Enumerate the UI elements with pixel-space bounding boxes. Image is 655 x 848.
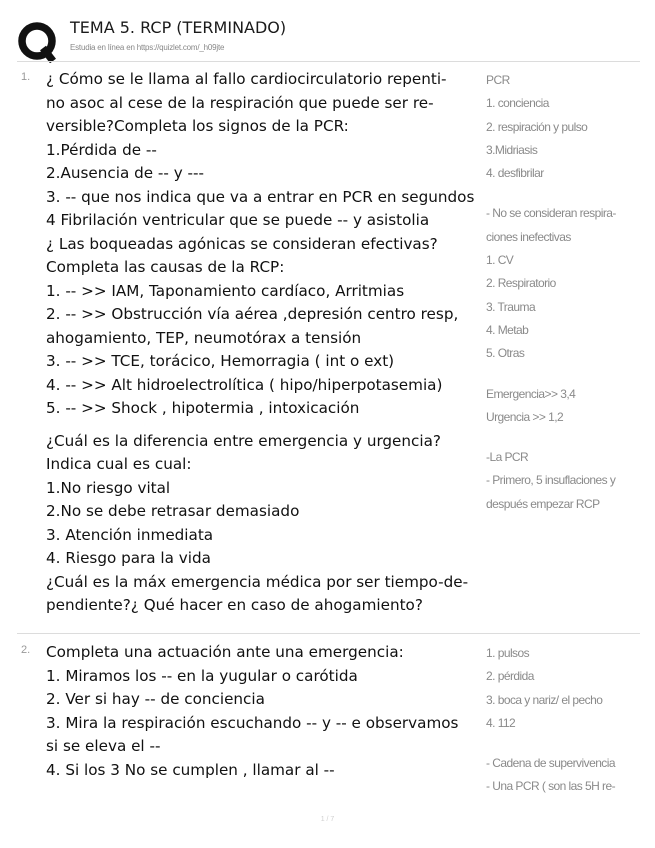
text-line: Completa las causas de la RCP: — [46, 258, 285, 276]
spacer — [46, 421, 486, 430]
page-header — [17, 17, 642, 61]
text-line: 4 Fibrilación ventricular que se puede -- y asistolia — [46, 211, 430, 229]
text-line: si se eleva el -- — [46, 737, 161, 755]
spacer — [486, 185, 636, 202]
text-line: 3.Midriasis — [486, 142, 538, 157]
text-line: 3. Atención inmediata — [46, 525, 214, 544]
card-divider — [17, 633, 640, 634]
text-line: 4. desfibrilar — [486, 166, 544, 181]
text-line: - Primero, 5 insuflaciones y — [486, 473, 616, 488]
card-definition — [486, 69, 636, 516]
card-number: 1. — [21, 71, 31, 83]
text-line: 3. -- que nos indica que va a entrar en PCR en segundos — [46, 187, 475, 206]
text-line: - No se consideran respira- — [486, 206, 616, 221]
text-line: después empezar RCP — [486, 496, 600, 511]
card-term — [46, 641, 486, 782]
text-line: 1. pulsos — [486, 646, 530, 660]
card-definition — [486, 642, 636, 799]
text-line: ¿ Las boqueadas agónicas se consideran efectivas? — [46, 234, 438, 253]
text-line: 5. -- >> Shock , hipotermia , intoxicación — [46, 399, 360, 417]
text-line: ¿Cuál es la diferencia entre emergencia y urgencia? — [46, 431, 441, 450]
text-line: 1. Miramos los -- en la yugular o carótida — [46, 666, 358, 685]
text-line: 3. boca y nariz/ el pecho — [486, 692, 603, 707]
text-line: ciones inefectivas — [486, 229, 571, 244]
text-line: ¿Cuál es la máx emergencia médica por ser tiempo-de- — [46, 572, 469, 591]
spacer — [486, 429, 636, 446]
text-line: versible?Completa los signos de la PCR: — [46, 117, 349, 135]
text-line: 2.Ausencia de -- y --- — [46, 164, 204, 182]
text-line: ¿ Cómo se le llama al fallo cardiocirculatorio repenti- — [46, 70, 447, 88]
quizlet-logo-icon — [17, 21, 59, 63]
text-line: 1.No riesgo vital — [46, 478, 171, 497]
spacer — [486, 735, 636, 752]
text-line: 4. Si los 3 No se cumplen , llamar al -- — [46, 760, 335, 779]
text-line: 5. Otras — [486, 346, 525, 361]
card-number: 2. — [21, 644, 31, 656]
page-title: TEMA 5. RCP (TERMINADO) — [70, 18, 287, 37]
text-line: 2.No se debe retrasar demasiado — [46, 502, 300, 520]
text-line: 1.Pérdida de -- — [46, 140, 157, 159]
text-line: 2. Respiratorio — [486, 276, 556, 291]
page-number: 1 / 7 — [320, 816, 335, 823]
text-line: PCR — [486, 73, 510, 87]
text-line: 4. 112 — [486, 715, 516, 730]
text-line: Indica cual es cual: — [46, 455, 192, 473]
text-line: ahogamiento, TEP, neumotórax a tensión — [46, 328, 362, 347]
text-line: 3. Trauma — [486, 299, 536, 314]
text-line: 2. Ver si hay -- de conciencia — [46, 690, 265, 708]
text-line: 1. CV — [486, 253, 514, 268]
text-line: 2. -- >> Obstrucción vía aérea ,depresión centro resp, — [46, 305, 459, 323]
text-line: 3. -- >> TCE, torácico, Hemorragia ( int o ext) — [46, 352, 395, 370]
text-line: 4. Metab — [486, 322, 529, 337]
text-line: - Una PCR ( son las 5H re- — [486, 779, 616, 794]
study-link-text[interactable]: Estudia en línea en https://quizlet.com/_h09jte — [70, 43, 225, 52]
header-divider — [17, 61, 640, 62]
text-line: 2. pérdida — [486, 669, 534, 684]
text-line: no asoc al cese de la respiración que puede ser re- — [46, 93, 434, 112]
text-line: Completa una actuación ante una emergencia: — [46, 643, 404, 661]
text-line: Urgencia >> 1,2 — [486, 409, 564, 424]
text-line: 4. -- >> Alt hidroelectrolítica ( hipo/hiperpotasemia) — [46, 375, 443, 394]
text-line: 4. Riesgo para la vida — [46, 549, 211, 567]
text-line: Emergencia>> 3,4 — [486, 386, 576, 401]
spacer — [486, 366, 636, 383]
text-line: pendiente?¿ Qué hacer en caso de ahogamiento? — [46, 596, 423, 614]
text-line: 3. Mira la respiración escuchando -- y -- e observamos — [46, 713, 459, 732]
text-line: 1. conciencia — [486, 96, 549, 111]
text-line: -La PCR — [486, 450, 529, 465]
text-line: - Cadena de supervivencia — [486, 756, 616, 771]
text-line: 2. respiración y pulso — [486, 119, 588, 134]
text-line: 1. -- >> IAM, Taponamiento cardíaco, Arritmias — [46, 281, 405, 300]
card-term — [46, 68, 486, 618]
